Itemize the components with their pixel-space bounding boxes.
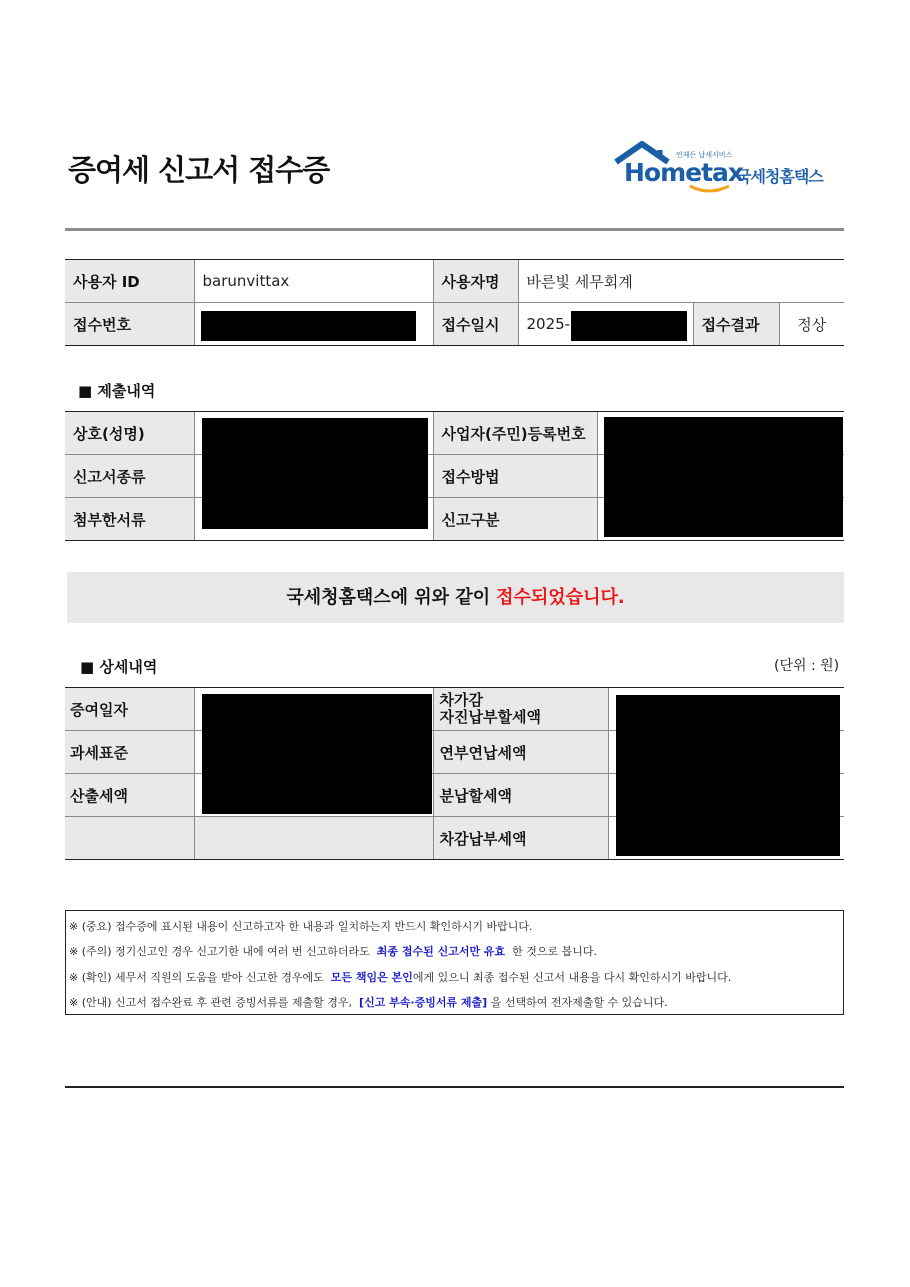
header-divider [65,228,844,231]
note-highlight: 모든 책임은 본인 [330,971,413,984]
redaction-submission-right [604,417,843,537]
submission-heading: ■ 제출내역 [78,382,156,400]
empty-value-cell [194,817,433,860]
note-suffix: 에게 있으니 최종 접수된 신고서 내용을 다시 확인하시기 바랍니다. [412,971,732,984]
method-label: 접수방법 [433,455,597,498]
user-id-label: 사용자 ID [65,260,194,303]
redaction-detail-right [616,695,840,856]
hometax-logo [614,140,829,198]
user-id-value: barunvittax [194,260,433,303]
user-name-value: 바른빛 세무회계 [518,260,844,303]
banner-text: 국세청홈택스에 위와 같이 [286,587,491,608]
receipt-result-value: 정상 [779,303,844,346]
redaction-receipt-no [201,311,416,341]
self-tax-label-line2: 자진납부할세액 [439,708,541,726]
redaction-receipt-date [571,311,687,341]
empty-label-cell [65,817,194,860]
note-caution [69,943,597,959]
receipt-date-value: 2025- [518,303,693,346]
detail-heading: ■ 상세내역 [80,658,158,676]
redaction-submission-left [202,418,428,529]
note-prefix: ※ (확인) 세무서 직원의 도움을 받아 신고한 경우에도 [69,971,324,984]
user-info-table [65,259,844,346]
notes-box [65,910,844,1015]
note-highlight: [신고 부속·증빙서류 제출] [359,996,488,1009]
unit-label: (단위 : 원) [774,658,840,674]
self-tax-label-line1: 차가감 [439,691,483,709]
reg-no-label: 사업자(주민)등록번호 [433,412,597,455]
installment-tax-label: 분납할세액 [433,774,608,817]
logo-tagline: 언제든 납세서비스 [676,151,733,159]
net-tax-label: 차감납부세액 [433,817,608,860]
self-tax-label [433,688,608,731]
receipt-confirmation-banner [67,572,844,623]
note-suffix: 을 선택하여 전자제출할 수 있습니다. [490,996,668,1009]
user-name-label: 사용자명 [433,260,518,303]
note-guide [69,994,668,1010]
receipt-no-label: 접수번호 [65,303,194,346]
note-suffix: 한 것으로 봅니다. [512,945,598,958]
report-type-label: 신고서종류 [65,455,194,498]
note-important [69,918,533,934]
gift-date-label: 증여일자 [65,688,194,731]
note-confirm [69,969,731,985]
footer-divider [65,1086,844,1088]
name-label: 상호(성명) [65,412,194,455]
deferred-tax-label: 연부연납세액 [433,731,608,774]
logo-wordmark: Hometax [624,158,744,187]
page-title: 증여세 신고서 접수증 [68,153,330,187]
receipt-date-label: 접수일시 [433,303,518,346]
redaction-detail-left [202,694,432,814]
tax-base-label: 과세표준 [65,731,194,774]
banner-highlight: 접수되었습니다. [496,587,625,608]
calc-tax-label: 산출세액 [65,774,194,817]
note-prefix: ※ (안내) 신고서 접수완료 후 관련 증빙서류를 제출할 경우, [69,996,353,1009]
logo-brand-text: 국세청홈택스 [736,167,823,186]
note-prefix: ※ (중요) 접수증에 표시된 내용이 신고하고자 한 내용과 일치하는지 반드시 확인하시기 바랍니다. [69,920,533,933]
attachments-label: 첨부한서류 [65,498,194,541]
note-prefix: ※ (주의) 정기신고인 경우 신고기한 내에 여러 번 신고하더라도 [69,945,370,958]
receipt-result-label: 접수결과 [693,303,779,346]
report-category-label: 신고구분 [433,498,597,541]
note-highlight: 최종 접수된 신고서만 유효 [376,945,506,958]
